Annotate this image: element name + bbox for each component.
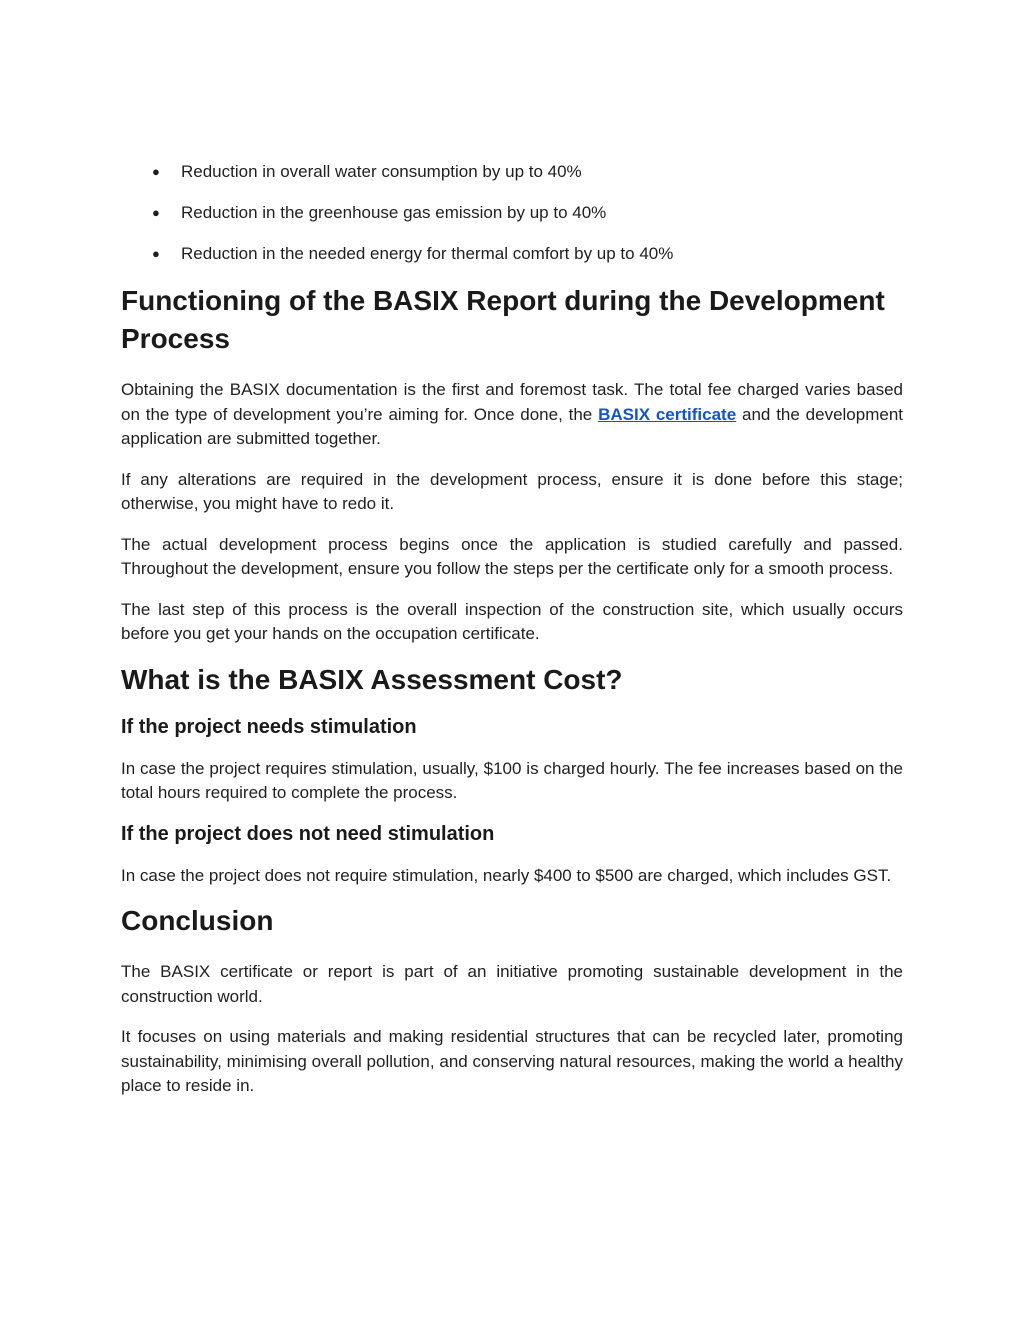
document-page (121, 160, 903, 1099)
bullet-icon: ● (152, 205, 160, 220)
benefits-list (121, 160, 903, 266)
list-item-text: Reduction in the greenhouse gas emission by up to 40% (181, 203, 607, 222)
paragraph: In case the project does not require stimulation, nearly $400 to $500 are charged, which includes GST. (121, 865, 892, 885)
section-heading-conclusion: Conclusion (121, 905, 274, 936)
paragraph: The actual development process begins once the application is studied carefully and passed. Throughout the development, ensure you follow the steps per the certificate only for a smooth process. (121, 534, 903, 578)
list-item-text: Reduction in overall water consumption by up to 40% (181, 162, 582, 181)
paragraph: The BASIX certificate or report is part of an initiative promoting sustainable development in the construction world. (121, 962, 903, 1006)
bullet-icon: ● (152, 246, 160, 261)
list-item (121, 160, 903, 184)
basix-certificate-link[interactable]: BASIX certificate (598, 404, 737, 424)
list-item (121, 201, 903, 225)
section-heading-cost: What is the BASIX Assessment Cost? (121, 663, 623, 695)
paragraph-text: and the development application are submitted together. (121, 404, 903, 448)
list-item (121, 242, 903, 266)
section-heading-functioning: Functioning of the BASIX Report during the Development Process (121, 285, 885, 354)
subheading-no-stimulation: If the project does not need stimulation (121, 822, 495, 845)
paragraph: In case the project requires stimulation, usually, $100 is charged hourly. The fee increases based on the total hours required to complete the process. (121, 758, 903, 802)
bullet-icon: ● (152, 164, 160, 179)
paragraph: If any alterations are required in the development process, ensure it is done before this stage; otherwise, you might have to redo it. (121, 469, 903, 513)
subheading-needs-stimulation: If the project needs stimulation (121, 715, 417, 738)
paragraph-text: Obtaining the BASIX documentation is the first and foremost task. The total fee charged varies based on the type of development you’re aiming for. Once done, the (121, 380, 903, 424)
list-item-text: Reduction in the needed energy for thermal comfort by up to 40% (181, 244, 674, 263)
paragraph (121, 378, 903, 452)
paragraph: It focuses on using materials and making residential structures that can be recycled later, promoting sustainability, minimising overall pollution, and conserving natural resources, making the world a healthy place to reside in. (121, 1027, 903, 1095)
paragraph: The last step of this process is the overall inspection of the construction site, which usually occurs before you get your hands on the occupation certificate. (121, 599, 903, 643)
